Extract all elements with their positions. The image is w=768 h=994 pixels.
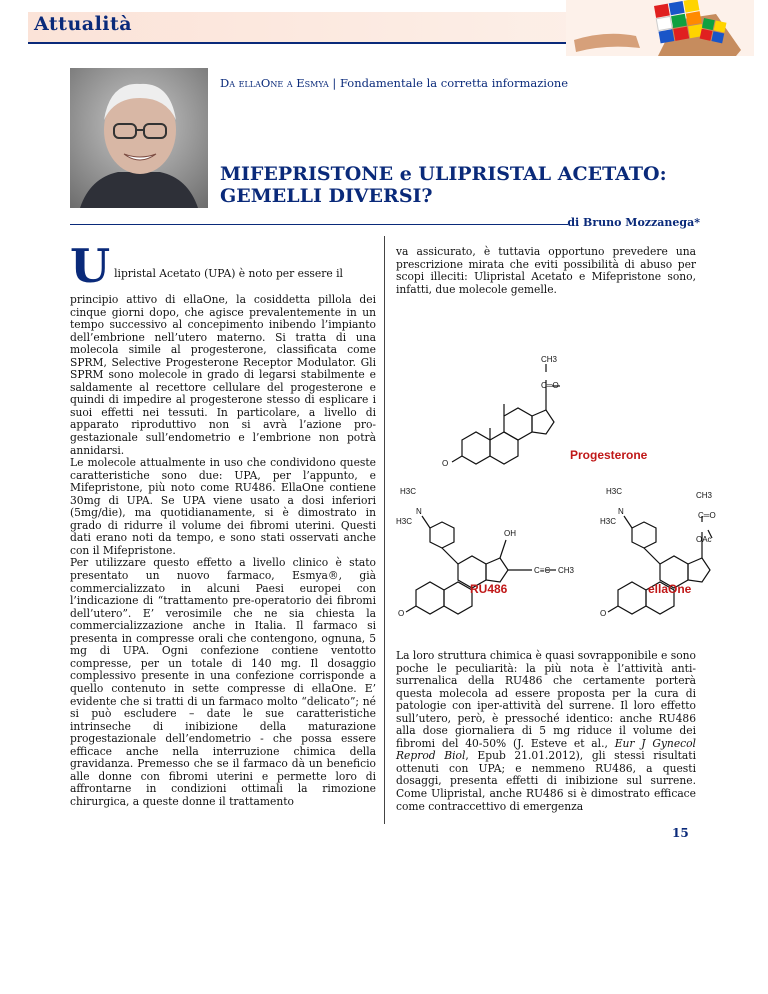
article-kicker (220, 76, 568, 90)
column-divider (384, 236, 385, 824)
left-paragraph-3: Per utilizzare questo effetto a livello clinico è stato presentato un nuovo farmaco, Esmya®, già commercializzato in alcuni Paesi europei con l’indicazione di “trattamento pre-operatorio dei fibromi dell’utero”. E’ verosimile che ne sia chiesta la commercializzazione anche in Italia. Il farmaco si presenta in compresse orali che contengono, ognuna, 5 mg di UPA. Ogni confezione contiene ventotto compresse, per un totale di 140 mg. Il dosaggio complessivo presente in una confezione corrisponde a quello contenuto in sette compresse di ellaOne. E’ evidente che si tratti di un farmaco molto “delicato”; né si può escludere – date le sue caratteristiche intrinseche di inibizione della maturazione progestazionale dell’endometrio - che possa essere efficace anche nella interruzione chimica della gravidanza. Premesso che se il farmaco dà un beneficio alle donne con fibromi uterini e permette loro di affrontarne in condizioni ottimali la rimozione chirurgica, a queste donne il trattamento (70, 556, 376, 808)
right-column-top (396, 246, 696, 296)
ellaone-n: N (618, 507, 624, 516)
title-line-2: GEMELLI DIVERSI? (220, 185, 433, 207)
left-paragraph-1: principio attivo di ellaOne, la cosiddetta pillola dei cinque giorni dopo, che agisce prevalentemente in un tempo successivo al concepimento inibendo l’impianto dell’embrione nell’utero materno. Si tratta di una molecola simile al progesterone, classificata come SPRM, Selective Progesterone Receptor Modulator. Gli SPRM sono molecole in grado di legarsi stabilmente e saldamente al recettore cellulare del progesterone e quindi di impedire al progesterone stesso di esplicare i suoi effetti nei tessuti. In particolare, a livello di apparato riproduttivo non si avrà l’azione pro-gestazionale sull’endometrio e l’embrione non potrà annidarsi. (70, 293, 376, 457)
ru486-n: N (416, 507, 422, 516)
label-ellaone: ellaOne (648, 582, 692, 596)
journal-name: Eur J Gynecol Reprod Biol (396, 736, 696, 763)
ru486-structure (406, 516, 556, 614)
article-title (220, 163, 700, 207)
title-line-1: MIFEPRISTONE e ULIPRISTAL ACETATO: (220, 163, 667, 185)
ru486-h3c-side: H3C (396, 517, 413, 526)
ellaone-h3c-top: H3C (606, 487, 623, 496)
right-paragraph-2-b: , Epub 21.01.2012), gli stessi risultati ottenuti con UPA; e nemmeno RU486, a questi dosaggi, presenta effetti di inibizione sul surrene. Come Ulipristal, anche RU486 si è dimostrato efficace come contraccettivo di emergenza (396, 749, 696, 813)
ru486-oxygen: O (398, 609, 405, 618)
drop-cap: U (70, 239, 111, 293)
progesterone-carbonyl: C═O (541, 381, 559, 390)
kicker-rest: | Fondamentale la corretta informazione (332, 76, 569, 90)
label-ru486: RU486 (470, 582, 508, 596)
byline: di Bruno Mozzanega* (567, 216, 700, 229)
section-title: Attualità (34, 13, 133, 35)
ru486-ch3: CH3 (558, 566, 575, 575)
author-portrait (70, 68, 208, 208)
progesterone-oxygen: O (442, 459, 449, 468)
ru486-h3c-top: H3C (400, 487, 417, 496)
ellaone-oxygen: O (600, 609, 607, 618)
kicker-caps: Da ellaOne a Esmya (220, 76, 329, 90)
ellaone-structure (608, 516, 712, 614)
ellaone-ch3: CH3 (696, 491, 713, 500)
progesterone-ch3: CH3 (541, 355, 558, 364)
page-number: 15 (672, 826, 689, 840)
byline-rule (70, 224, 568, 225)
rubik-cube-hand-image (566, 0, 754, 56)
left-paragraph-2: Le molecole attualmente in uso che condividono queste caratteristiche sono due: UPA, per l’appunto, e Mifepristone, più noto come RU486. EllaOne contiene 30mg di UPA. Se UPA viene usato a dosi inferiori (5mg/die), ma quotidianamente, si è dimostrato in grado di ridurre il volume dei fibromi uterini. Questi dati erano noti da tempo, e sono stati osservati anche con il Mifepristone. (70, 456, 376, 557)
ru486-alkyne: C≡C (534, 566, 551, 575)
left-column (70, 239, 376, 808)
ellaone-oac: OAc (696, 535, 712, 544)
ru486-oh: OH (504, 529, 516, 538)
ellaone-carbonyl: C═O (698, 511, 716, 520)
lead-line: lipristal Acetato (UPA) è noto per essere il (114, 267, 343, 280)
ellaone-h3c-side: H3C (600, 517, 617, 526)
right-paragraph-2-a: La loro struttura chimica è quasi sovrapponibile e sono poche le peculiarità: la più nota è l’attività anti-surrenalica della RU486 che certamente porterà questa molecola ad essere proposta per la cura di patologie con iper-attività del surrene. Il loro effetto sull’utero, però, è pressoché identico: anche RU486 alla dose giornaliera di 5 mg riduce il volume dei fibromi del 40-50% (J. Esteve et al., (396, 649, 696, 750)
right-column-bottom (396, 650, 696, 813)
progesterone-structure (452, 364, 560, 464)
chemical-structures-figure (396, 300, 716, 630)
right-paragraph-2 (396, 650, 696, 813)
right-paragraph-1: va assicurato, è tuttavia opportuno prevedere una prescrizione mirata che eviti possibilità di abuso per scopi illeciti: Ulipristal Acetato e Mifepristone sono, infatti, due molecole gemelle. (396, 245, 696, 296)
label-progesterone: Progesterone (570, 448, 648, 462)
